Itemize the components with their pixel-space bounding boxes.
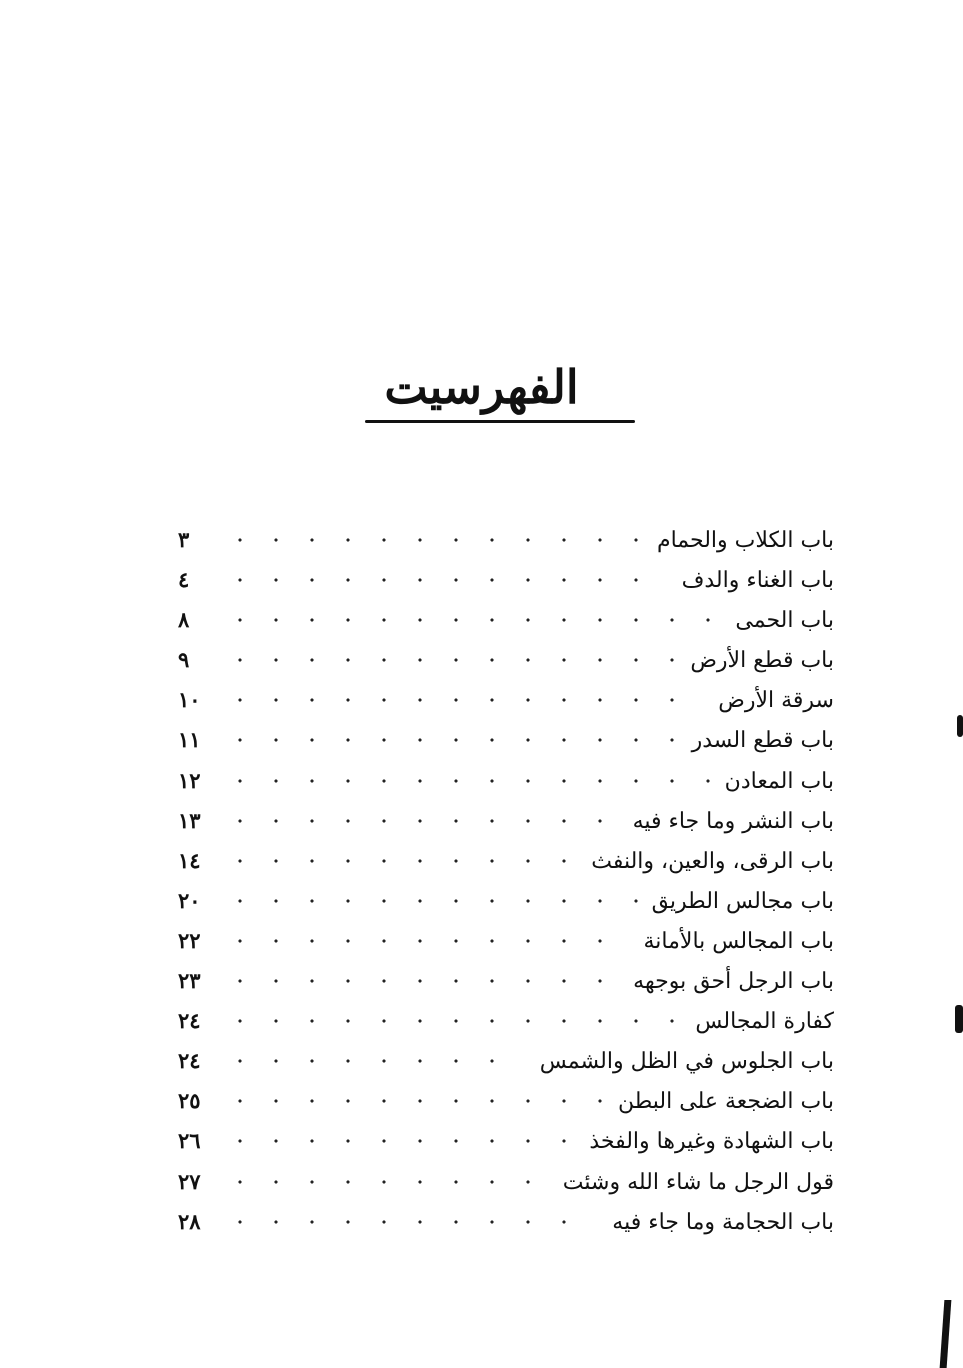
dot-leader [222, 1136, 575, 1146]
dot-leader [222, 1177, 549, 1187]
dot-leader [222, 615, 721, 625]
toc-page-number: ٨ [178, 607, 190, 633]
page-edge-mark [957, 715, 963, 737]
dot-leader [222, 1217, 598, 1227]
toc-page-number: ٢٦ [178, 1128, 201, 1154]
title-underline [365, 420, 635, 423]
toc-entry-title: باب النشر وما جاء فيه [632, 808, 834, 834]
toc-row [178, 1008, 834, 1048]
toc-page-number: ٢٧ [178, 1168, 201, 1194]
toc-entry-title: كفارة المجالس [695, 1009, 834, 1035]
toc-entry-title: باب الجلوس في الظل والشمس [539, 1049, 834, 1075]
toc-row [178, 527, 834, 567]
toc-page-number: ٢٤ [178, 1048, 201, 1074]
page-title: الفهرسيت [384, 360, 579, 414]
toc-page-number: ٩ [178, 647, 190, 673]
toc-page-number: ١٣ [178, 807, 201, 833]
toc-page-number: ٤ [178, 567, 190, 593]
toc-entry-title: باب مجالس الطريق [651, 888, 834, 914]
toc-entry-title: باب قطع السدر [691, 728, 834, 754]
dot-leader [222, 776, 711, 786]
dot-leader [222, 816, 619, 826]
toc-page-number: ١٢ [178, 767, 201, 793]
table-of-contents [178, 527, 834, 1249]
toc-entry-title: باب المجالس بالأمانة [643, 928, 834, 954]
toc-entry-title: باب الكلاب والحمام [656, 528, 834, 553]
toc-row [178, 768, 834, 808]
toc-row [178, 727, 834, 767]
page-edge-mark [940, 1300, 952, 1368]
dot-leader [222, 1056, 526, 1066]
toc-page-number: ١٠ [178, 687, 201, 713]
toc-page-number: ٢٤ [178, 1008, 201, 1034]
toc-page-number: ١١ [178, 727, 201, 753]
toc-row [178, 687, 834, 727]
toc-entry-title: باب الرقى، والعين، والنفث [591, 848, 834, 874]
toc-page-number: ٢٣ [178, 968, 201, 994]
toc-entry-title: قول الرجل ما شاء الله وشئت [562, 1169, 834, 1195]
dot-leader [222, 976, 619, 986]
dot-leader [222, 695, 704, 705]
toc-entry-title: باب الحجامة وما جاء فيه [612, 1209, 834, 1235]
dot-leader [222, 1016, 681, 1026]
toc-row [178, 848, 834, 888]
toc-row [178, 647, 834, 687]
toc-page-number: ١٤ [178, 847, 201, 873]
toc-entry-title: باب الغناء والدف [681, 568, 834, 594]
toc-entry-title: باب المعادن [724, 768, 834, 794]
toc-page-number: ٢٨ [178, 1208, 201, 1234]
toc-page-number: ٢٢ [178, 927, 201, 953]
toc-entry-title: باب قطع الأرض [690, 648, 834, 674]
dot-leader [222, 575, 668, 585]
toc-entry-title: باب الشهادة وغيرها والفخذ [589, 1129, 834, 1155]
toc-row [178, 968, 834, 1008]
toc-row [178, 928, 834, 968]
toc-entry-title: باب الضجعة على البطن [617, 1089, 834, 1115]
dot-leader [222, 535, 643, 545]
toc-row [178, 1088, 834, 1128]
toc-row [178, 1209, 834, 1249]
dot-leader [222, 735, 678, 745]
toc-row [178, 567, 834, 607]
dot-leader [222, 856, 577, 866]
dot-leader [222, 1096, 604, 1106]
toc-row [178, 607, 834, 647]
toc-row [178, 888, 834, 928]
dot-leader [222, 936, 630, 946]
toc-entry-title: باب الرجل أحق بوجهه [633, 969, 834, 995]
toc-page-number: ٣ [178, 527, 190, 552]
toc-row [178, 808, 834, 848]
toc-row [178, 1128, 834, 1168]
toc-row [178, 1048, 834, 1088]
toc-row [178, 1169, 834, 1209]
toc-entry-title: باب الحمى [735, 608, 834, 634]
toc-entry-title: سرقة الأرض [718, 688, 834, 714]
page-edge-mark [955, 1005, 963, 1033]
toc-page-number: ٢٠ [178, 887, 201, 913]
dot-leader [222, 896, 638, 906]
dot-leader [222, 655, 676, 665]
toc-page-number: ٢٥ [178, 1088, 201, 1114]
